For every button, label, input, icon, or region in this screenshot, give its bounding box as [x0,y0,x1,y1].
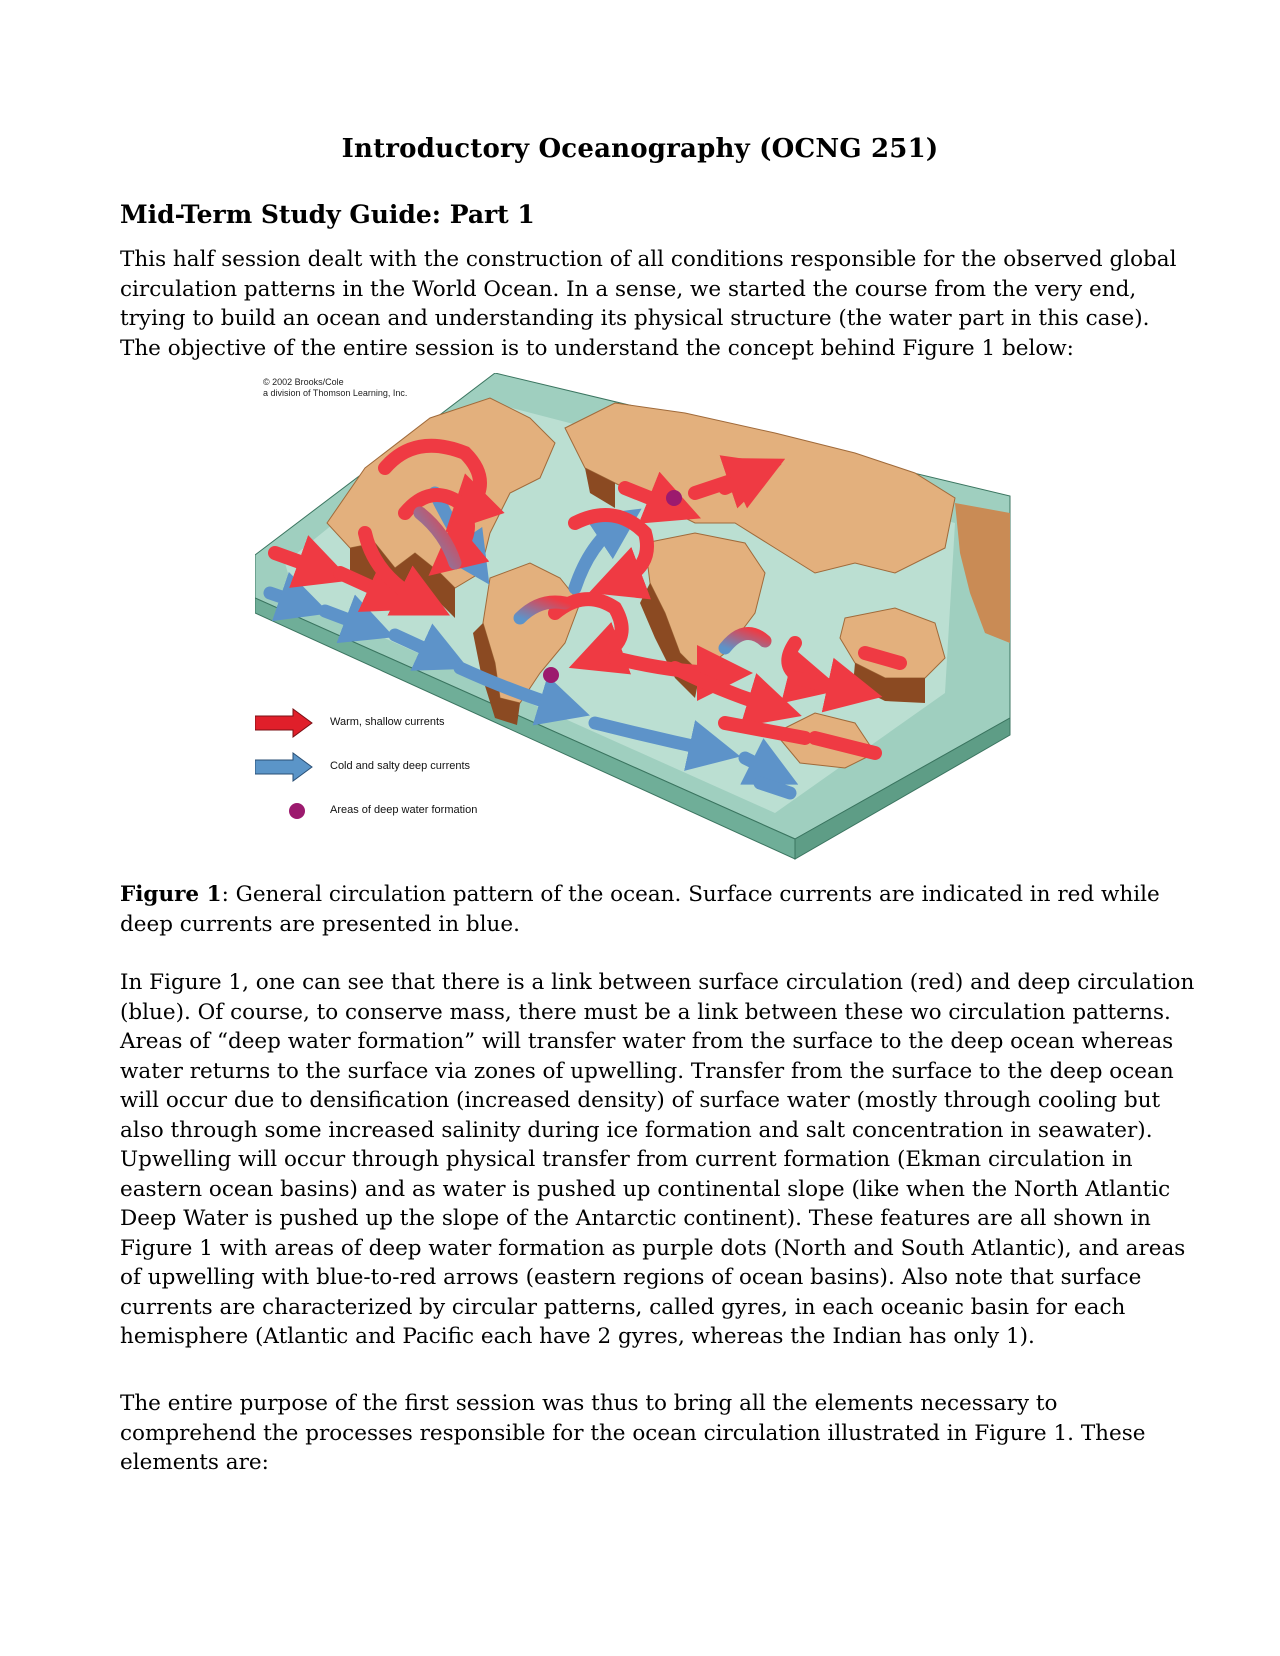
body-line: hemisphere (Atlantic and Pacific each have 2 gyres, whereas the Indian has only 1). [120,1324,1035,1349]
credit-line: © 2002 Brooks/Cole [263,377,344,387]
body-line: Deep Water is pushed up the slope of the Antarctic continent). These features are all shown in [120,1206,1151,1231]
body-line: comprehend the processes responsible for the ocean circulation illustrated in Figure 1. These [120,1420,1146,1446]
figure-caption [120,880,1165,939]
body-line: (blue). Of course, to conserve mass, there must be a link between these wo circulation patterns. [120,999,1171,1025]
caption-line [120,880,1165,910]
body-line: also through some increased salinity during ice formation and salt concentration in seawater). [120,1117,1153,1143]
legend-warm-label: Warm, shallow currents [330,716,445,728]
caption-text: : General circulation pattern of the ocean. Surface currents are indicated in red while [221,882,1160,907]
ocean-circulation-figure [255,373,1025,878]
body-line: Upwelling will occur through physical transfer from current formation (Ekman circulation in [120,1147,1133,1172]
section-heading: Mid-Term Study Guide: Part 1 [120,200,535,229]
intro-paragraph [120,245,1177,363]
caption-label: Figure 1 [120,882,222,907]
intro-line: The objective of the entire session is to understand the concept behind Figure 1 below: [120,335,1074,361]
body-line: Figure 1 with areas of deep water formation as purple dots (North and South Atlantic), and areas [120,1235,1186,1261]
body-line: Areas of “deep water formation” will transfer water from the surface to the deep ocean whereas [120,1029,1174,1054]
body-line: elements are: [120,1450,269,1475]
document-title: Introductory Oceanography (OCNG 251) [341,134,939,164]
body-line: of upwelling with blue-to-red arrows (eastern regions of ocean basins). Also note that surface [120,1265,1142,1290]
circulation-map-illustration [255,373,1025,878]
body-line: The entire purpose of the first session was thus to bring all the elements necessary to [120,1391,1058,1416]
legend-cold-label: Cold and salty deep currents [330,760,471,772]
body-paragraph-1 [120,968,1195,1352]
body-line: eastern ocean basins) and as water is pushed up continental slope (like when the North Atlantic [120,1176,1171,1202]
intro-line: trying to build an ocean and understanding its physical structure (the water part in this case). [120,306,1150,331]
body-line: water returns to the surface via zones of upwelling. Transfer from the surface to the deep ocean [120,1058,1174,1084]
intro-line: circulation patterns in the World Ocean. In a sense, we started the course from the very end, [120,276,1137,302]
body-line: will occur due to densification (increased density) of surface water (mostly through cooling but [120,1088,1161,1113]
caption-line: deep currents are presented in blue. [120,911,520,937]
body-line: In Figure 1, one can see that there is a link between surface circulation (red) and deep circulation [120,970,1195,995]
legend-deep-water-label: Areas of deep water formation [330,804,478,816]
intro-line: This half session dealt with the construction of all conditions responsible for the observed global [120,247,1177,272]
figure-credit [263,377,407,399]
legend-swatches [255,709,312,819]
credit-line: a division of Thomson Learning, Inc. [263,388,408,398]
body-line: currents are characterized by circular patterns, called gyres, in each oceanic basin for each [120,1294,1126,1320]
body-paragraph-2 [120,1389,1165,1478]
